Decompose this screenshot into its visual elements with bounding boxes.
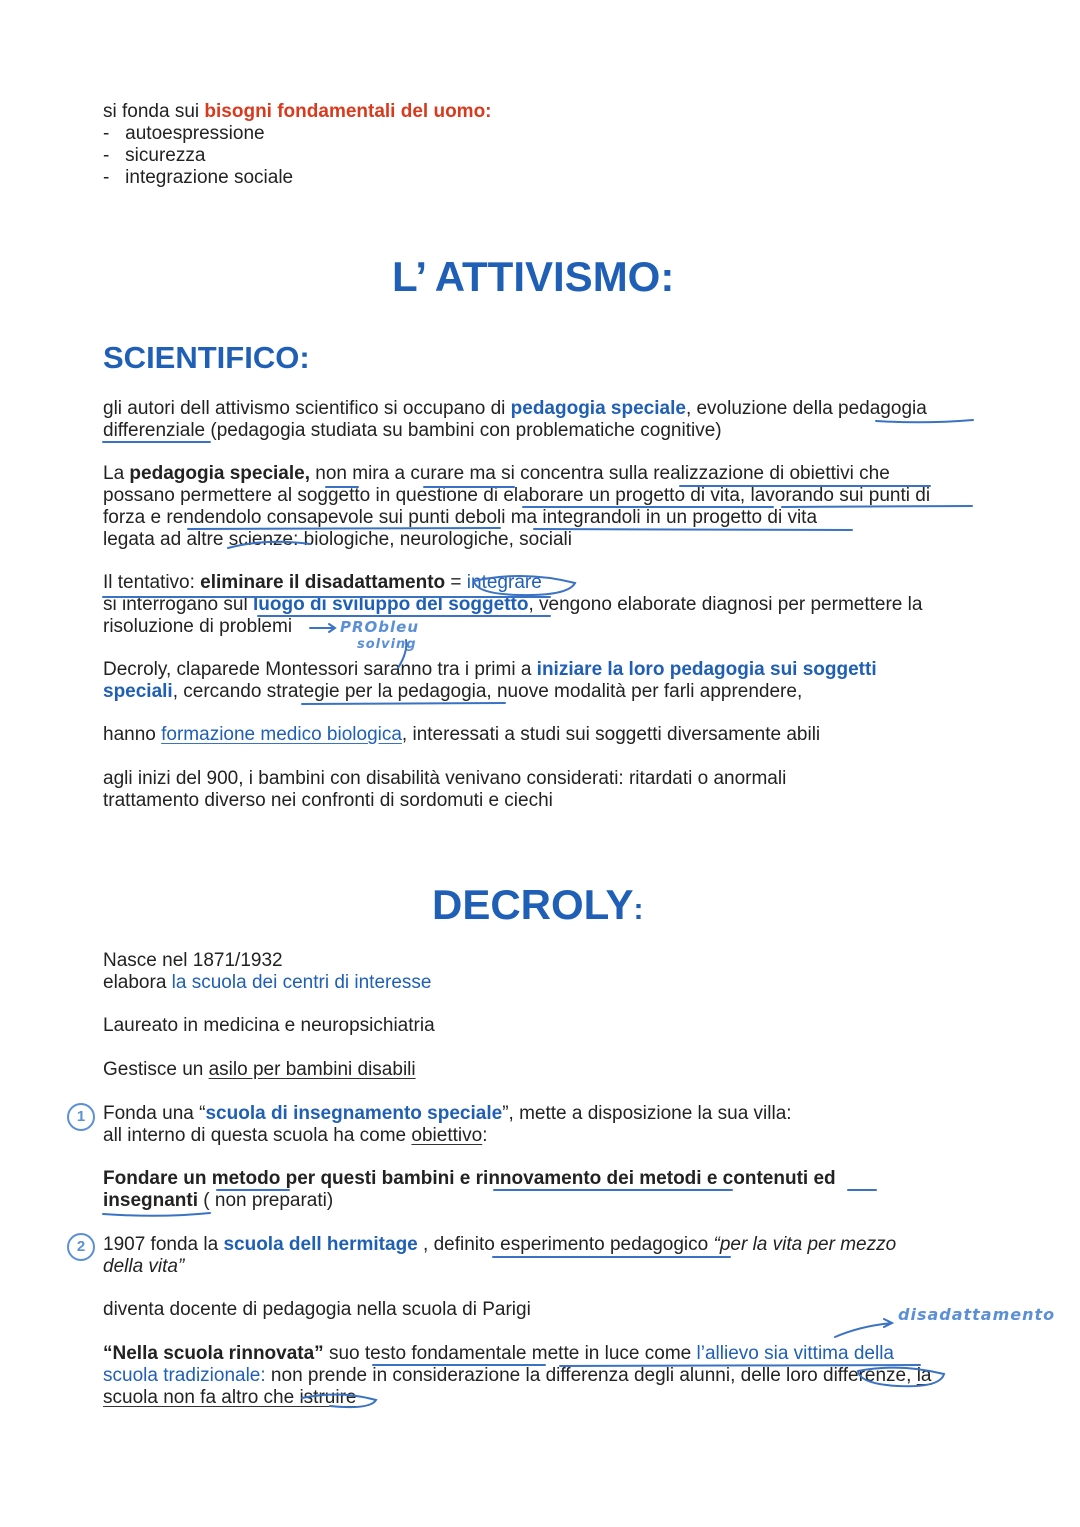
bullet-item: - sicurezza bbox=[103, 145, 206, 166]
paragraph-line: elabora la scuola dei centri di interesse bbox=[103, 972, 432, 993]
paragraph-line: “Nella scuola rinnovata” suo testo fondamentale mette in luce come l’allievo sia vittima della bbox=[103, 1343, 894, 1364]
paragraph-line: gli autori dell attivismo scientifico si occupano di pedagogia speciale, evoluzione della pedagogia bbox=[103, 398, 927, 419]
paragraph-line: forza e rendendolo consapevole sui punti deboli ma integrandoli in un progetto di vita bbox=[103, 507, 818, 528]
paragraph-line: Gestisce un asilo per bambini disabili bbox=[103, 1059, 416, 1080]
paragraph-line: speciali, cercando strategie per la pedagogia, nuove modalità per farli apprendere, bbox=[103, 681, 803, 702]
paragraph-line: Decroly, claparede Montessori saranno tra i primi a iniziare la loro pedagogia sui soggetti bbox=[103, 659, 877, 680]
handwritten-note: disadattamento bbox=[898, 1305, 1056, 1324]
circled-number-icon: 1 bbox=[67, 1103, 95, 1131]
section-title-decroly: DECROLY: bbox=[432, 881, 644, 928]
page-title-attivismo: L’ ATTIVISMO: bbox=[392, 253, 675, 300]
paragraph-line: all interno di questa scuola ha come obiettivo: bbox=[103, 1125, 488, 1146]
paragraph-line: trattamento diverso nei confronti di sordomuti e ciechi bbox=[103, 790, 553, 811]
paragraph-line: 1907 fonda la scuola dell hermitage , definito esperimento pedagogico “per la vita per mezzo bbox=[103, 1234, 897, 1255]
paragraph-line: Nasce nel 1871/1932 bbox=[103, 950, 283, 971]
paragraph-line: possano permettere al soggetto in questione di elaborare un progetto di vita, lavorando sui punti di bbox=[103, 485, 931, 506]
bullet-item: - integrazione sociale bbox=[103, 167, 294, 188]
paragraph-line: risoluzione di problemi bbox=[103, 616, 293, 637]
paragraph-line: diventa docente di pedagogia nella scuola di Parigi bbox=[103, 1299, 531, 1320]
handwritten-note: solving bbox=[357, 637, 417, 652]
paragraph-line: si interrogano sul luogo di sviluppo del soggetto, vengono elaborate diagnosi per permettere la bbox=[103, 594, 923, 615]
bullet-item: - autoespressione bbox=[103, 123, 265, 144]
circled-number-icon: 2 bbox=[67, 1233, 95, 1261]
paragraph-line: Laureato in medicina e neuropsichiatria bbox=[103, 1015, 435, 1036]
paragraph-line: scuola tradizionale: non prende in considerazione la differenza degli alunni, delle loro differenze, la bbox=[103, 1365, 932, 1386]
paragraph-line: differenziale (pedagogia studiata su bambini con problematiche cognitive) bbox=[103, 420, 722, 441]
paragraph-line: hanno formazione medico biologica, interessati a studi sui soggetti diversamente abili bbox=[103, 724, 821, 745]
section-heading-scientifico: SCIENTIFICO: bbox=[103, 340, 310, 375]
paragraph-line: insegnanti ( non preparati) bbox=[103, 1190, 334, 1211]
intro-lead: si fonda sui bisogni fondamentali del uomo: bbox=[103, 101, 492, 122]
paragraph-line: della vita” bbox=[103, 1256, 185, 1277]
handwritten-note: PRObleu bbox=[340, 618, 420, 636]
paragraph-line: agli inizi del 900, i bambini con disabilità venivano considerati: ritardati o anormali bbox=[103, 768, 787, 789]
paragraph-line: La pedagogia speciale, non mira a curare ma si concentra sulla realizzazione di obiettivi che bbox=[103, 463, 890, 484]
paragraph-line: Il tentativo: eliminare il disadattamento = integrare bbox=[103, 572, 542, 593]
paragraph-line: scuola non fa altro che istruire bbox=[103, 1387, 357, 1408]
paragraph-line: legata ad altre scienze: biologiche, neurologiche, sociali bbox=[103, 529, 572, 550]
paragraph-line: Fondare un metodo per questi bambini e rinnovamento dei metodi e contenuti ed bbox=[103, 1168, 836, 1189]
intro-highlight: bisogni fondamentali del uomo: bbox=[204, 101, 492, 122]
paragraph-line: Fonda una “scuola di insegnamento speciale”, mette a disposizione la sua villa: bbox=[103, 1103, 792, 1124]
